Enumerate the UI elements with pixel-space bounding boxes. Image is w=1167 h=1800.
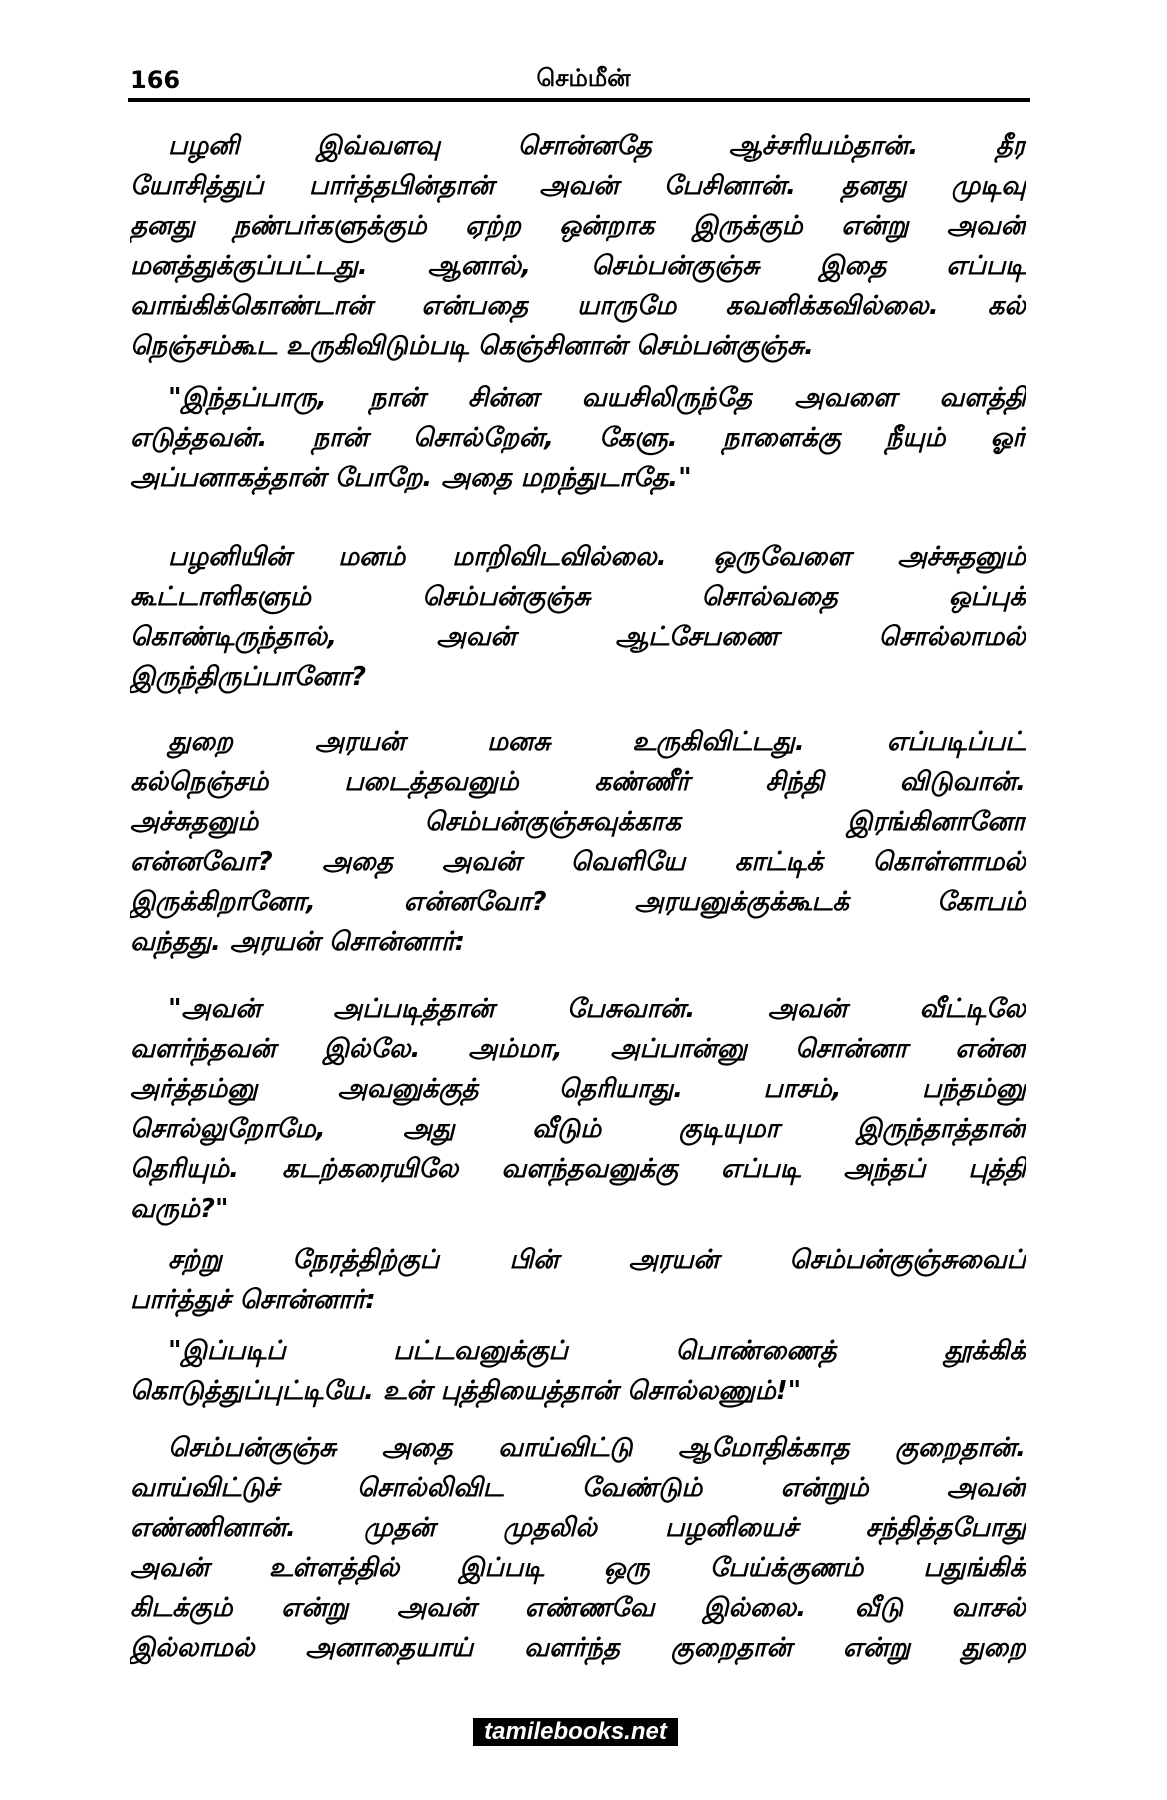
text-line: இருந்திருப்பானோ? bbox=[130, 662, 367, 692]
text-line: கிடக்கும் என்று அவன் எண்ணவே இல்லை. வீடு வாசல் bbox=[130, 1593, 1026, 1623]
text-line: துறை அரயன் மனசு உருகிவிட்டது. எப்படிப்பட் bbox=[168, 727, 1026, 757]
paragraph bbox=[130, 989, 1026, 1229]
text-line: அவன் உள்ளத்தில் இப்படி ஒரு பேய்க்குணம் பதுங்கிக் bbox=[130, 1553, 1026, 1583]
text-line: எடுத்தவன். நான் சொல்றேன், கேளு. நாளைக்கு நீயும் ஓர் bbox=[130, 423, 1026, 453]
text-line: யோசித்துப் பார்த்தபின்தான் அவன் பேசினான். தனது முடிவு bbox=[130, 171, 1026, 201]
text-line: வந்தது. அரயன் சொன்னார்: bbox=[130, 927, 466, 957]
text-line: நெஞ்சம்கூட உருகிவிடும்படி கெஞ்சினான் செம்பன்குஞ்சு. bbox=[130, 331, 814, 361]
text-line: சற்று நேரத்திற்குப் பின் அரயன் செம்பன்குஞ்சுவைப் bbox=[168, 1245, 1026, 1275]
text-line: பார்த்துச் சொன்னார்: bbox=[130, 1285, 376, 1315]
text-line: பழனியின் மனம் மாறிவிடவில்லை. ஒருவேளை அச்சுதனும் bbox=[168, 542, 1026, 572]
text-line: கொடுத்துப்புட்டியே. உன் புத்தியைத்தான் சொல்லணும்!" bbox=[130, 1376, 802, 1406]
watermark: tamilebooks.net bbox=[473, 1718, 678, 1746]
paragraph bbox=[130, 1331, 1026, 1411]
text-line: வாய்விட்டுச் சொல்லிவிட வேண்டும் என்றும் அவன் bbox=[130, 1473, 1026, 1503]
page-number: 166 bbox=[130, 66, 181, 94]
text-line: இல்லாமல் அனாதையாய் வளர்ந்த குறைதான் என்று துறை bbox=[130, 1633, 1026, 1663]
text-line: கொண்டிருந்தால், அவன் ஆட்சேபணை சொல்லாமல் bbox=[130, 622, 1026, 652]
paragraph bbox=[130, 378, 1026, 498]
text-line: பழனி இவ்வளவு சொன்னதே ஆச்சரியம்தான். தீர bbox=[168, 131, 1026, 161]
text-line: செம்பன்குஞ்சு அதை வாய்விட்டு ஆமோதிக்காத குறைதான். bbox=[168, 1433, 1026, 1463]
text-line: எண்ணினான். முதன் முதலில் பழனியைச் சந்தித்தபோது bbox=[130, 1513, 1026, 1543]
text-line: தனது நண்பர்களுக்கும் ஏற்ற ஒன்றாக இருக்கும் என்று அவன் bbox=[130, 211, 1026, 241]
text-line: "இந்தப்பாரு, நான் சின்ன வயசிலிருந்தே அவளை வளத்தி bbox=[168, 383, 1026, 413]
text-line: அப்பனாகத்தான் போறே. அதை மறந்துடாதே." bbox=[130, 463, 692, 493]
text-line: தெரியும். கடற்கரையிலே வளந்தவனுக்கு எப்படி அந்தப் புத்தி bbox=[130, 1154, 1026, 1184]
text-line: சொல்லுறோமே, அது வீடும் குடியுமா இருந்தாத்தான் bbox=[130, 1114, 1026, 1144]
text-line: வளர்ந்தவன் இல்லே. அம்மா, அப்பான்னு சொன்னா என்ன bbox=[130, 1034, 1026, 1064]
paragraph bbox=[130, 722, 1026, 962]
text-line: மனத்துக்குப்பட்டது. ஆனால், செம்பன்குஞ்சு இதை எப்படி bbox=[130, 251, 1026, 281]
text-line: அர்த்தம்னு அவனுக்குத் தெரியாது. பாசம், பந்தம்னு bbox=[130, 1074, 1026, 1104]
running-title: செம்மீன் bbox=[536, 64, 631, 92]
paragraph bbox=[130, 1240, 1026, 1320]
paragraph bbox=[130, 537, 1026, 697]
text-line: கூட்டாளிகளும் செம்பன்குஞ்சு சொல்வதை ஒப்புக் bbox=[130, 582, 1026, 612]
text-line: "அவன் அப்படித்தான் பேசுவான். அவன் வீட்டிலே bbox=[168, 994, 1026, 1024]
text-line: கல்நெஞ்சம் படைத்தவனும் கண்ணீர் சிந்தி விடுவான். bbox=[130, 767, 1026, 797]
text-line: வரும்?" bbox=[130, 1194, 229, 1224]
text-line: இருக்கிறானோ, என்னவோ? அரயனுக்குக்கூடக் கோபம் bbox=[130, 887, 1026, 917]
text-line: என்னவோ? அதை அவன் வெளியே காட்டிக் கொள்ளாமல் bbox=[130, 847, 1026, 877]
text-line: அச்சுதனும் செம்பன்குஞ்சுவுக்காக இரங்கினானோ bbox=[130, 807, 1026, 837]
header-rule bbox=[128, 98, 1030, 102]
paragraph bbox=[130, 1428, 1026, 1668]
text-line: வாங்கிக்கொண்டான் என்பதை யாருமே கவனிக்கவில்லை. கல் bbox=[130, 291, 1026, 321]
text-line: "இப்படிப் பட்டவனுக்குப் பொண்ணைத் தூக்கிக் bbox=[168, 1336, 1026, 1366]
paragraph bbox=[130, 126, 1026, 366]
